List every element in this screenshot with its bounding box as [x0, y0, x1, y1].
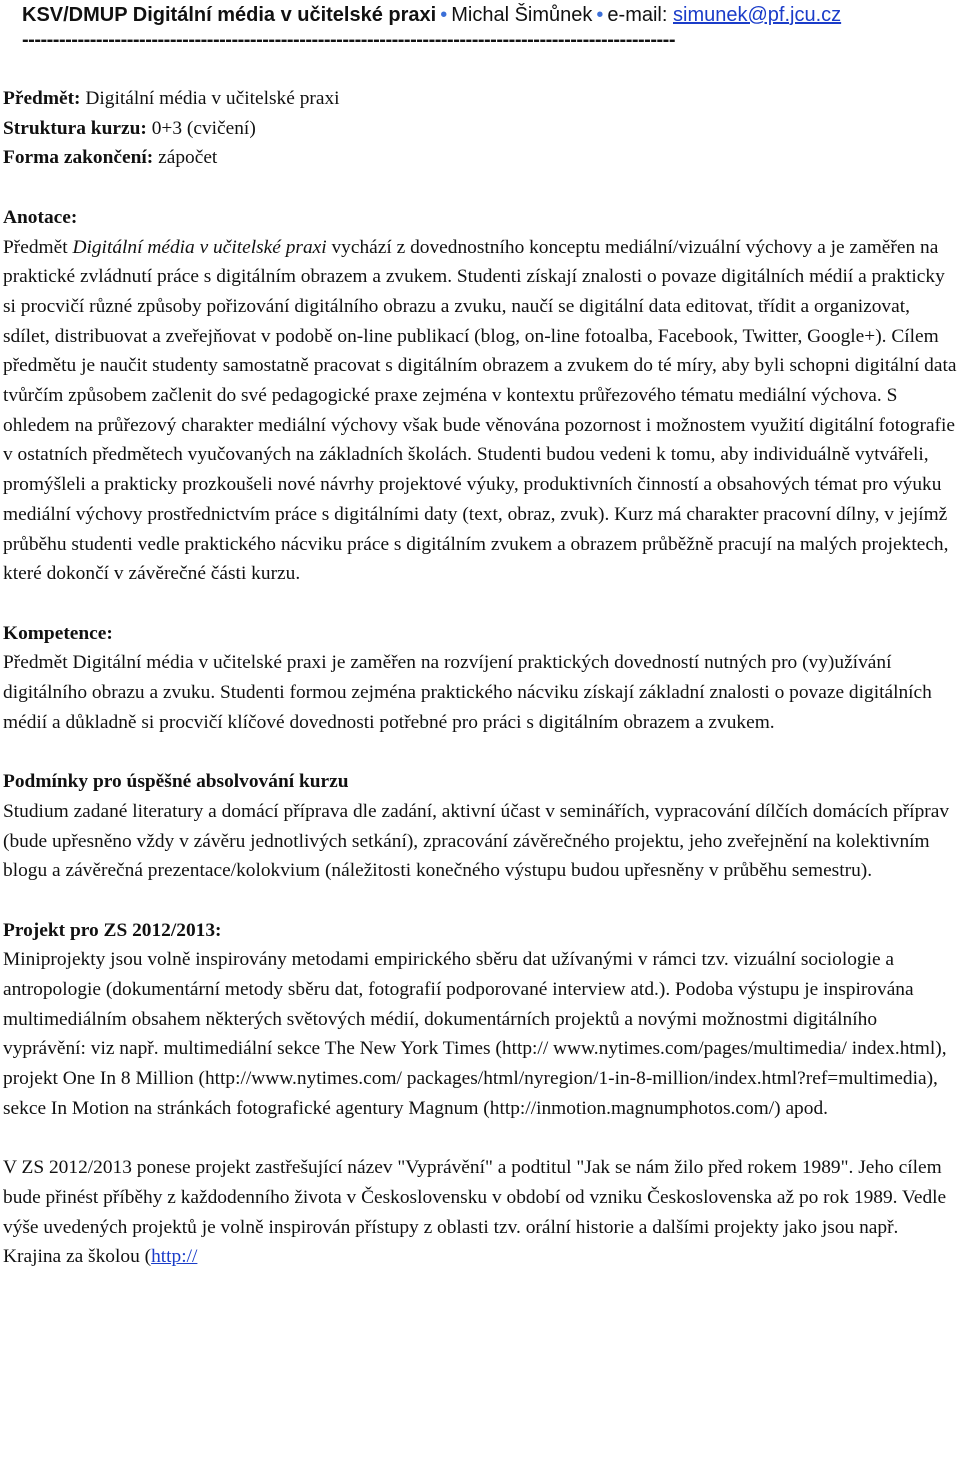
conditions-title: Podmínky pro úspěšné absolvování kurzu — [3, 771, 349, 793]
subject-line — [3, 84, 958, 114]
completion-line — [3, 143, 958, 173]
krajina-link[interactable]: http:// — [151, 1246, 198, 1268]
email-label: e-mail: — [607, 4, 668, 26]
annotation-course-italic: Digitální média v učitelské praxi — [72, 236, 327, 258]
structure-line — [3, 114, 958, 144]
subject-label: Předmět: — [3, 88, 81, 109]
document-body — [3, 84, 958, 1272]
author-name: Michal Šimůnek — [451, 4, 593, 26]
project-body-2: V ZS 2012/2013 ponese projekt zastřešující název "Vyprávění" a podtitul "Jak se nám žilo před rokem 1989". Jeho cílem bude přinést příběhy z každodenního života v Československu v období od vzniku Československa až po rok 1989. Vedle výše uvedených projektů je volně inspirován přístupy z oblasti tzv. orální historie a dalšími projekty jako jsou např. Krajina za školou ( — [3, 1157, 947, 1268]
annotation-title: Anotace: — [3, 206, 78, 228]
competence-title: Kompetence: — [3, 622, 113, 644]
annotation-pre: Předmět — [3, 236, 73, 258]
structure-value: 0+3 (cvičení) — [151, 117, 256, 139]
dashed-rule: ---------------------------------------------------------------------------------------------------------- — [22, 29, 675, 51]
subject-value: Digitální média v učitelské praxi — [85, 88, 340, 109]
project-paragraph: Miniprojekty jsou volně inspirovány metodami empirického sběru dat užívanými v rámci tzv. vizuální sociologie a antropologie (dokumentární metody sběru dat, fotografií podporované interview atd.). Podoba výstupu je inspirována multimediálním obsahem některých světových médií, dokumentárních projektů a novými možnostmi digitálního vyprávění: viz např. multimediální sekce The New York Times (http:// www.nytimes.com/pages/multimedia/ index.html), projekt One In 8 Million (http://www.nytimes.com/ packages/html/nyregion/1-in-8-million/index.html?ref=multimedia), sekce In Motion na stránkách fotografické agentury Magnum (http://inmotion.magnumphotos.com/) apod. — [3, 949, 947, 1119]
completion-label: Forma zakončení: — [3, 147, 154, 169]
email-link[interactable]: simunek@pf.jcu.cz — [673, 4, 842, 26]
annotation-paragraph — [3, 233, 958, 589]
project-title: Projekt pro ZS 2012/2013: — [3, 919, 222, 941]
structure-label: Struktura kurzu: — [3, 117, 147, 139]
document-header — [22, 2, 952, 28]
completion-value: zápočet — [158, 147, 218, 169]
course-code-title: KSV/DMUP Digitální média v učitelské praxi — [22, 4, 437, 26]
bullet-separator: • — [440, 4, 448, 26]
competence-paragraph: Předmět Digitální média v učitelské praxi je zaměřen na rozvíjení praktických dovedností nutných pro (vy)užívání digitálního obrazu a zvuku. Studenti formou zejména praktického nácviku získají základní znalosti o povaze digitálních médií a důkladně si procvičí klíčové dovednosti potřebné pro práci s digitálním obrazem a zvukem. — [3, 652, 932, 733]
annotation-body: vychází z dovednostního konceptu mediální/vizuální výchovy a je zaměřen na praktické zvládnutí práce s digitálním obrazem a zvukem. Studenti získají znalosti o povaze digitálních médií a prakticky si procvičí různé způsoby pořizování digitálního obrazu a zvuku, naučí se digitální data editovat, třídit a organizovat, sdílet, distribuovat a zveřejňovat v podobě on-line publikací (blog, on-line fotoalba, Facebook, Twitter, Google+). Cílem předmětu je naučit studenty samostatně pracovat s digitálním obrazem a zvukem do té míry, aby byli schopni digitální data tvůrčím způsobem začlenit do své pedagogické praxe zejména v kontextu průřezového tématu mediální výchova. S ohledem na průřezový charakter mediální výchovy však bude věnována pozornost i možnostem využití digitální fotografie v ostatních předmětech vyučovaných na základních školách. Studenti budou vedeni k tomu, aby individuálně vytvářeli, promýšleli a prakticky prozkoušeli nové návrhy projektové výuky, produktivních činností a obsahových témat pro výuku mediální výchovy prostřednictvím práce s digitálními daty (text, obraz, zvuk). Kurz má charakter pracovní dílny, v jejímž průběhu studenti vedle praktického nácviku práce s digitálním zvukem a obrazem průběžně pracují na malých projektech, které dokončí v závěrečné části kurzu. — [3, 236, 957, 585]
project-paragraph-2 — [3, 1153, 958, 1272]
bullet-separator: • — [596, 4, 604, 26]
conditions-paragraph: Studium zadané literatury a domácí příprava dle zadání, aktivní účast v seminářích, vypracování dílčích domácích příprav (bude upřesněno vždy v závěru jednotlivých setkání), zpracování závěrečného projektu, jeho zveřejnění na kolektivním blogu a závěrečná prezentace/kolokvium (náležitosti konečného výstupu budou upřesněny v průběhu semestru). — [3, 800, 950, 882]
